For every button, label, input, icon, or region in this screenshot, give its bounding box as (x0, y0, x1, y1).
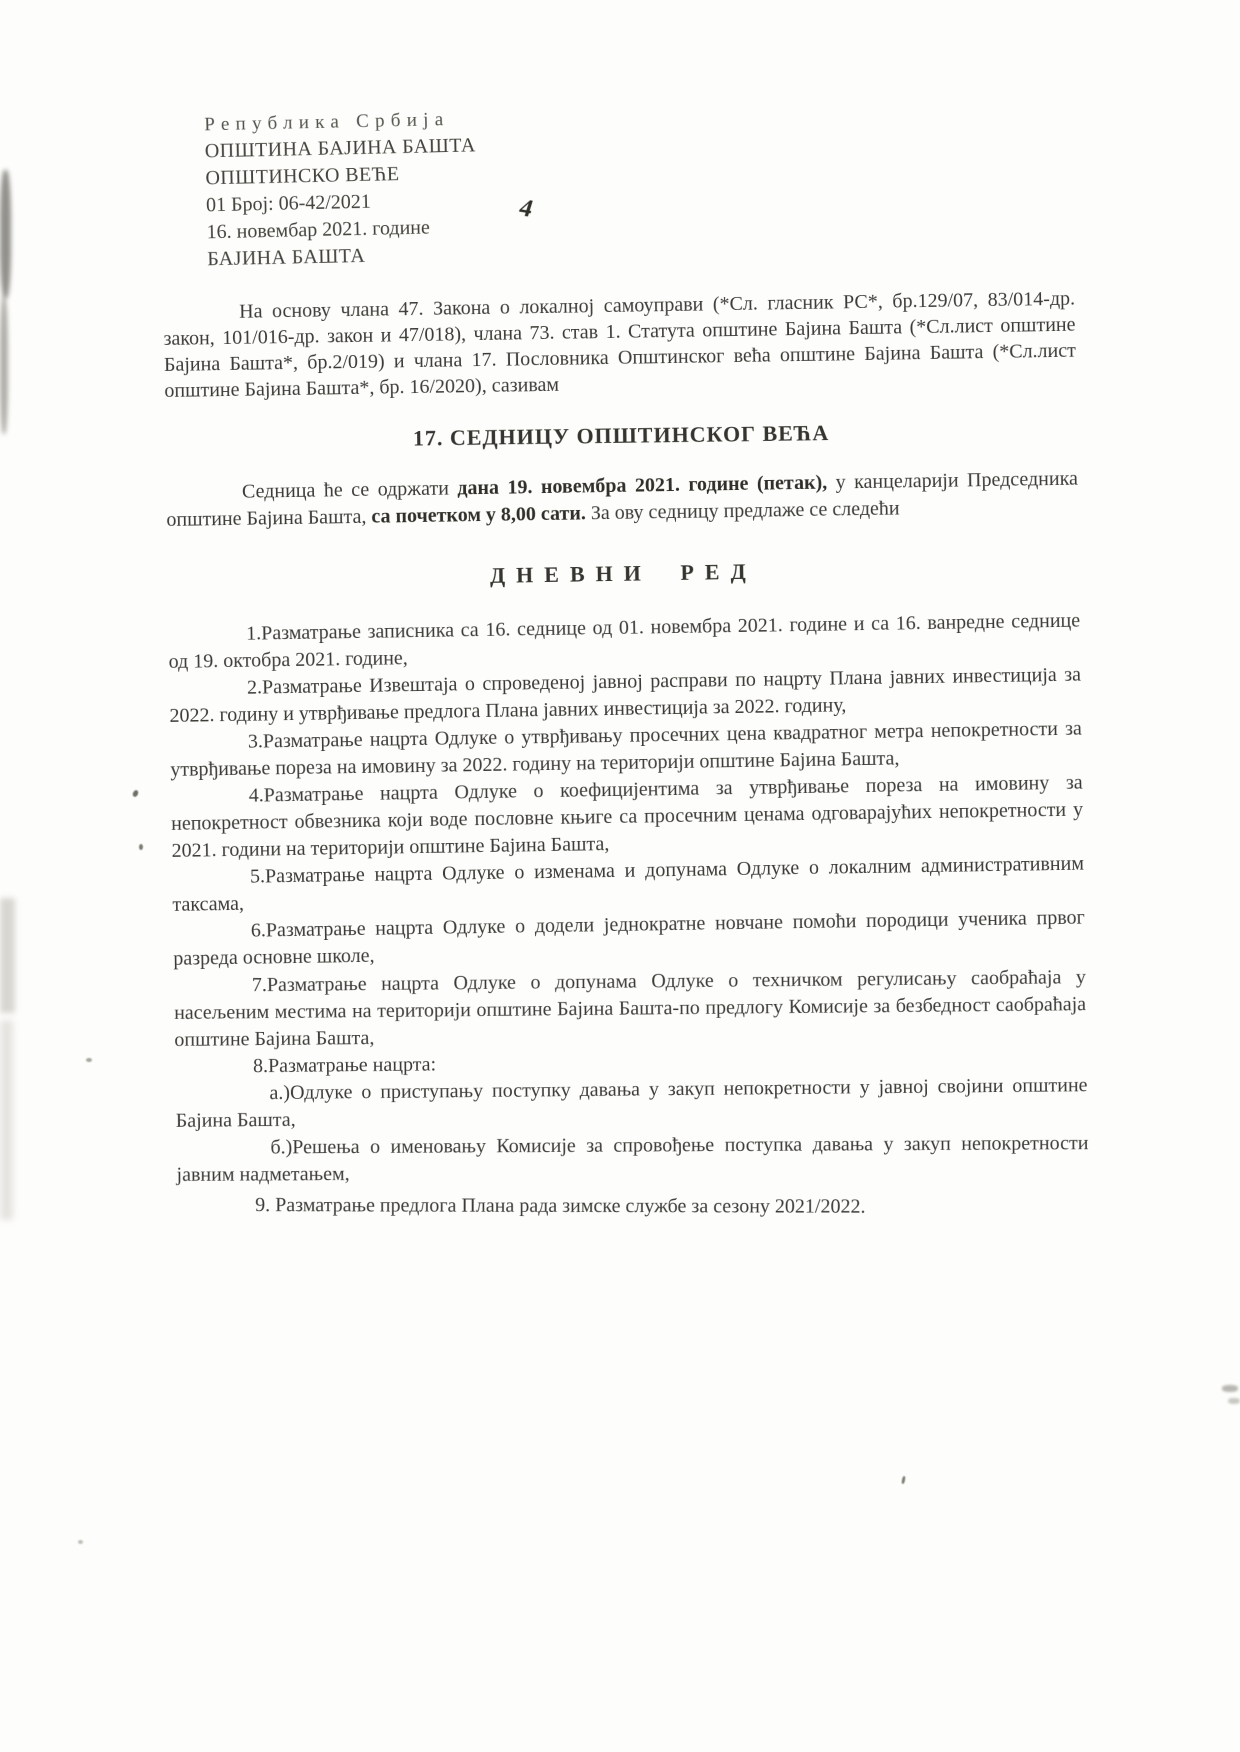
scan-artifact-speck (132, 789, 139, 797)
letterhead-date: 16. новембар 2021. године (206, 216, 431, 244)
letterhead-country: Република Србија (204, 108, 450, 136)
letterhead (204, 92, 1075, 273)
session-time-text: са почетком у 8,00 сати. (371, 502, 587, 528)
handwritten-mark: 4 (515, 194, 537, 223)
session-info-paragraph (166, 466, 1079, 534)
letterhead-reference-number: 01 Број: 06-42/2021 (205, 190, 372, 217)
agenda-item-6: 6.Разматрање нацрта Одлуке о додели једнократне новчане помоћи породици ученика првог разреда основне школе, (173, 906, 1085, 970)
agenda-item-5: 5.Разматрање нацрта Одлуке о изменама и допунама Одлуке о локалним административним таксама, (172, 852, 1085, 916)
agenda-item-9: 9. Разматрање предлога Плана рада зимске службе за сезону 2021/2022. (255, 1194, 866, 1218)
agenda-item-4: 4.Разматрање нацрта Одлуке о коефицијентима за утврђивање пореза на имовину за непокретност обвезника који воде пословне књиге са просечним ценама одговарајућих непокретности у 2021. години на територији општине Бајина Башта, (171, 771, 1084, 862)
agenda-item-2: 2.Разматрање Извештаја о спроведеној јавној расправи по нацрту Плана јавних инвестиција за 2022. годину и утврђивање предлога Плана јавних инвестиција за 2022. годину, (169, 663, 1082, 727)
session-location-text: у канцеларији Председника општине Бајина Башта, (166, 467, 1079, 531)
scan-artifact-speck (901, 1476, 906, 1484)
session-date-text: дана 19. новембра 2021. године (петак), (457, 471, 828, 500)
scan-artifact-streak (0, 296, 8, 434)
scan-artifact-edge-mark (1228, 1398, 1240, 1404)
session-title: 17. СЕДНИЦУ ОПШТИНСКОГ ВЕЋА (412, 420, 830, 451)
agenda-title: ДНЕВНИ РЕД (489, 558, 757, 588)
scan-artifact-band (0, 1020, 13, 1220)
scan-artifact-speck (86, 1058, 92, 1062)
letterhead-place: БАЈИНА БАШТА (206, 244, 366, 271)
agenda-item-7: 7.Разматрање нацрта Одлуке о допунама Одлуке о техничком регулисању саобраћаја у насељеним местима на територији општине Бајина Башта-по предлогу Комисије за безбедност саобраћаја општине Бајина Башта, (174, 966, 1087, 1051)
session-info-text: Седница ће се одржати (241, 477, 458, 503)
agenda-item-8b: б.)Решења о именовању Комисије за спровођење поступка давања у закуп непокретности јавним надметањем, (176, 1132, 1089, 1186)
scan-artifact-edge-mark (1222, 1385, 1238, 1392)
document-content (160, 98, 1089, 1219)
scan-artifact-streak (0, 170, 11, 298)
scan-artifact-speck (139, 844, 143, 850)
letterhead-municipality: ОПШТИНА БАЈИНА БАШТА (204, 134, 476, 163)
session-info-closing-text: За ову седницу предлаже се следећи (585, 497, 900, 525)
scan-artifact-band (0, 898, 15, 1013)
agenda-item-8a: а.)Одлуке о приступању поступку давања у закуп непокретности у јавној својини општине Бајина Башта, (175, 1074, 1088, 1132)
letterhead-council: ОПШТИНСКО ВЕЋЕ (205, 163, 400, 190)
agenda-item-1: 1.Разматрање записника са 16. седнице од 01. новембра 2021. године и са 16. ванредне седнице од 19. октобра 2021. године, (168, 609, 1081, 673)
agenda-item-3: 3.Разматрање нацрта Одлуке о утврђивању просечних цена квадратног метра непокретности за утврђивање пореза на имовину за 2022. годину на територији општине Бајина Башта, (170, 717, 1082, 781)
legal-basis-paragraph: На основу члана 47. Закона о локалној самоуправи (*Сл. гласник РС*, бр.129/07, 83/014-др. закон, 101/016-др. закон и 47/018), члана 73. став 1. Статута општине Бајина Башта (*Сл.лист општине Бајина Башта*, бр.2/019) и члана 17. Пословника Општинског већа општине Бајина Башта (*Сл.лист општине Бајина Башта*, бр. 16/2020), сазивам (163, 287, 1077, 402)
agenda-item-8: 8.Разматрање нацрта: (252, 1053, 437, 1078)
scan-artifact-speck (78, 1540, 83, 1544)
agenda-list (168, 608, 1089, 1219)
